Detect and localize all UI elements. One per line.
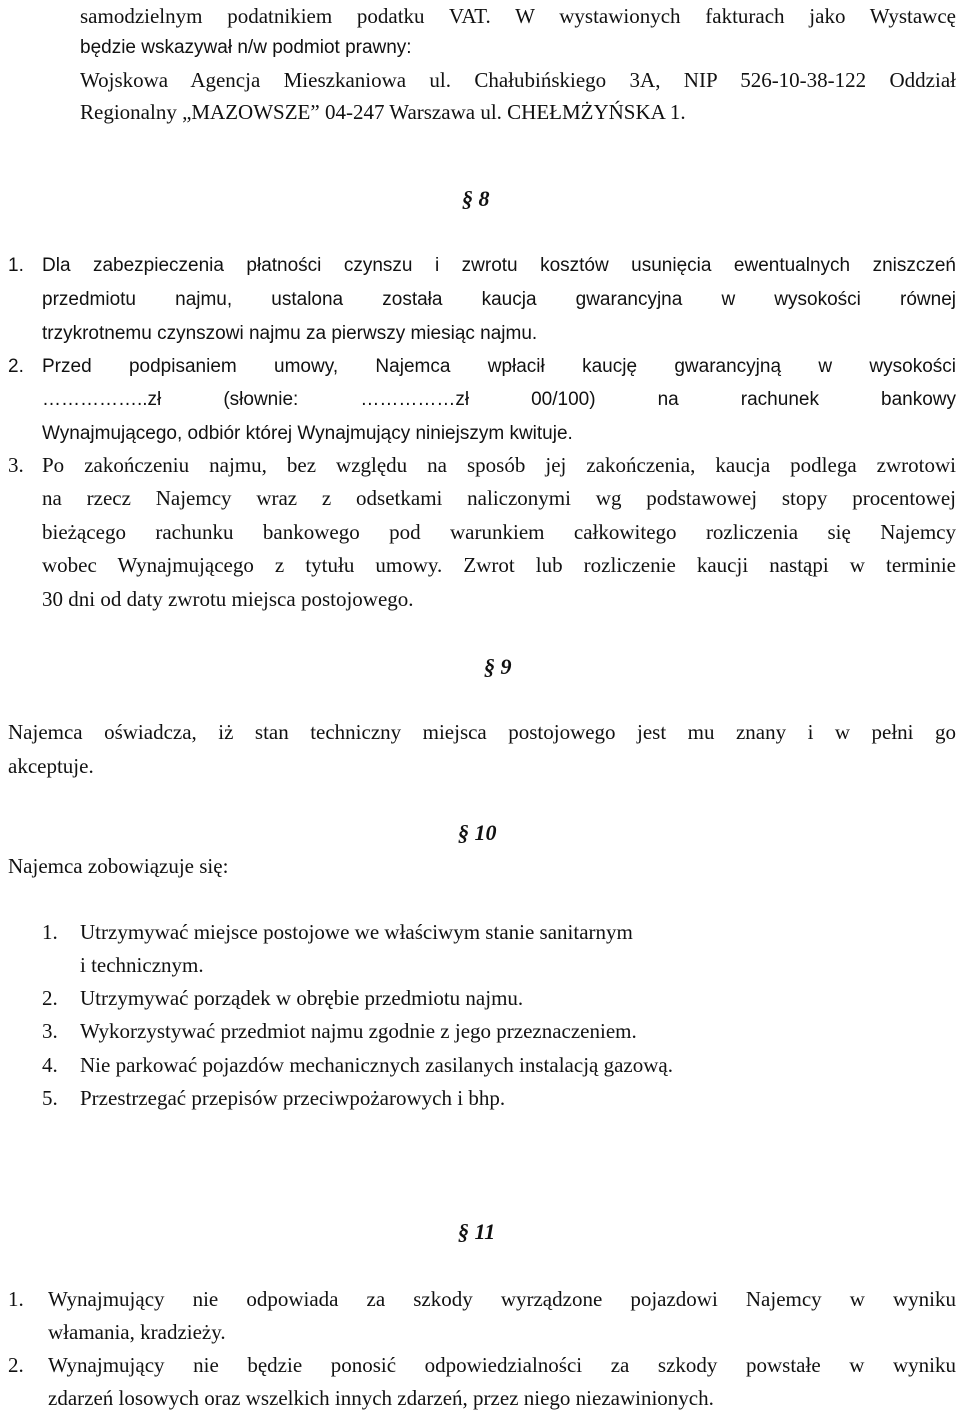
s10-item-1-line-1: Utrzymywać miejsce postojowe we właściwym stanie sanitarnym [80, 920, 633, 944]
s10-item-4-number: 4. [42, 1053, 58, 1077]
section-heading-11: § 11 [458, 1219, 496, 1244]
s10-item-1-number: 1. [42, 920, 58, 944]
section-heading-10: § 10 [458, 820, 497, 845]
s8-p3-line-2: na rzecz Najemcy wraz z odsetkami naliczonymi wg podstawowej stopy procentowej [42, 486, 956, 510]
s11-item-1-number: 1. [8, 1287, 24, 1311]
s11-item-1-line-1: Wynajmujący nie odpowiada za szkody wyrządzone pojazdowi Najemcy w wyniku [48, 1287, 956, 1311]
s8-p1-line-3: trzykrotnemu czynszowi najmu za pierwszy miesiąc najmu. [42, 323, 538, 344]
s8-p3-line-1: Po zakończeniu najmu, bez względu na sposób jej zakończenia, kaucja podlega zwrotowi [42, 453, 956, 477]
intro-line-1: samodzielnym podatnikiem podatku VAT. W wystawionych fakturach jako Wystawcę [80, 4, 956, 28]
s10-item-2-line-1: Utrzymywać porządek w obrębie przedmiotu najmu. [80, 986, 524, 1010]
s9-line-2: akceptuje. [8, 754, 94, 778]
s11-item-2-number: 2. [8, 1353, 24, 1377]
intro-line-4: Regionalny „MAZOWSZE” 04-247 Warszawa ul. CHEŁMŻYŃSKA 1. [80, 100, 686, 124]
s10-lead: Najemca zobowiązuje się: [8, 854, 229, 878]
s8-p3-number: 3. [8, 453, 24, 477]
s11-item-2-line-2: zdarzeń losowych oraz wszelkich innych zdarzeń, przez niego niezawinionych. [48, 1386, 714, 1410]
s10-item-5-number: 5. [42, 1086, 58, 1110]
s10-item-3-line-1: Wykorzystywać przedmiot najmu zgodnie z jego przeznaczeniem. [80, 1019, 637, 1043]
s8-p1-line-1: Dla zabezpieczenia płatności czynszu i zwrotu kosztów usunięcia ewentualnych zniszczeń [42, 255, 956, 276]
s8-p2-number: 2. [8, 356, 24, 377]
s8-p3-line-3: bieżącego rachunku bankowego pod warunkiem całkowitego rozliczenia się Najemcy [42, 520, 956, 544]
s10-item-3-number: 3. [42, 1019, 58, 1043]
section-heading-9: § 9 [484, 654, 512, 679]
intro-line-2: będzie wskazywał n/w podmiot prawny: [80, 37, 412, 58]
s8-p2-line-3: Wynajmującego, odbiór której Wynajmujący niniejszym kwituje. [42, 423, 573, 444]
section-heading-8: § 8 [462, 186, 490, 211]
s9-line-1: Najemca oświadcza, iż stan techniczny miejsca postojowego jest mu znany i w pełni go [8, 720, 956, 744]
s8-p3-line-4: wobec Wynajmującego z tytułu umowy. Zwrot lub rozliczenie kaucji nastąpi w terminie [42, 553, 956, 577]
s8-p1-number: 1. [8, 255, 24, 276]
s10-item-4-line-1: Nie parkować pojazdów mechanicznych zasilanych instalacją gazową. [80, 1053, 673, 1077]
s8-p3-line-5: 30 dni od daty zwrotu miejsca postojowego. [42, 587, 414, 611]
intro-line-3: Wojskowa Agencja Mieszkaniowa ul. Chałubińskiego 3A, NIP 526-10-38-122 Oddział [80, 68, 956, 92]
s10-item-5-line-1: Przestrzegać przepisów przeciwpożarowych i bhp. [80, 1086, 506, 1110]
s8-p2-line-1: Przed podpisaniem umowy, Najemca wpłacił kaucję gwarancyjną w wysokości [42, 356, 956, 377]
s11-item-2-line-1: Wynajmujący nie będzie ponosić odpowiedzialności za szkody powstałe w wyniku [48, 1353, 956, 1377]
s8-p1-line-2: przedmiotu najmu, ustalona została kaucja gwarancyjna w wysokości równej [42, 289, 956, 310]
s10-item-2-number: 2. [42, 986, 58, 1010]
s11-item-1-line-2: włamania, kradzieży. [48, 1320, 226, 1344]
s8-p2-line-2: ……………..zł (słownie: ……………zł 00/100) na rachunek bankowy [42, 389, 956, 410]
s10-item-1-line-2: i technicznym. [80, 953, 204, 977]
